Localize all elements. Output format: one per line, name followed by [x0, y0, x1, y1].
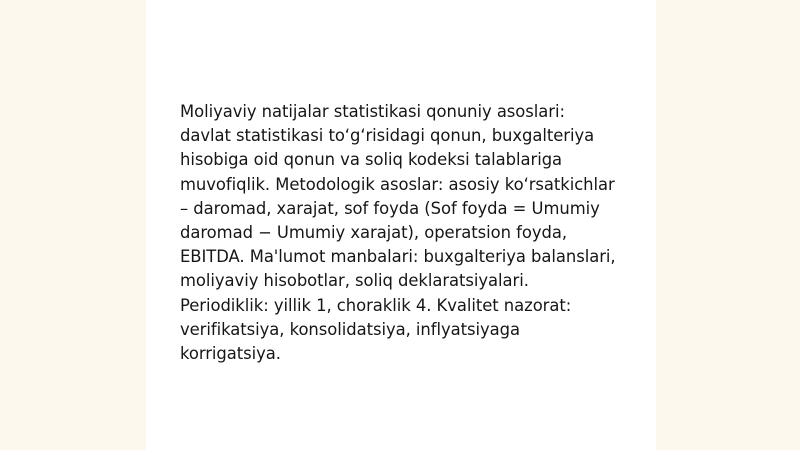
body-paragraph: Moliyaviy natijalar statistikasi qonuniy asoslari: davlat statistikasi to‘g‘risidagi qonun, buxgalteriya hisobiga oid qonun va soliq kodeksi talablariga muvofiqlik. Metodologik asoslar: asosiy ko‘rsatkichlar – daromad, xarajat, sof foyda (Sof foyda = Umumiy daromad − Umumiy xarajat), operatsion foyda, EBITDA. Ma'lumot manbalari: buxgalteriya balanslari, moliyaviy hisobotlar, soliq deklaratsiyalari. Periodiklik: yillik 1, choraklik 4. Kvalitet nazorat: verifikatsiya, konsolidatsiya, inflyatsiyaga korrigatsiya.: [180, 102, 616, 364]
document-page: [146, 0, 656, 450]
